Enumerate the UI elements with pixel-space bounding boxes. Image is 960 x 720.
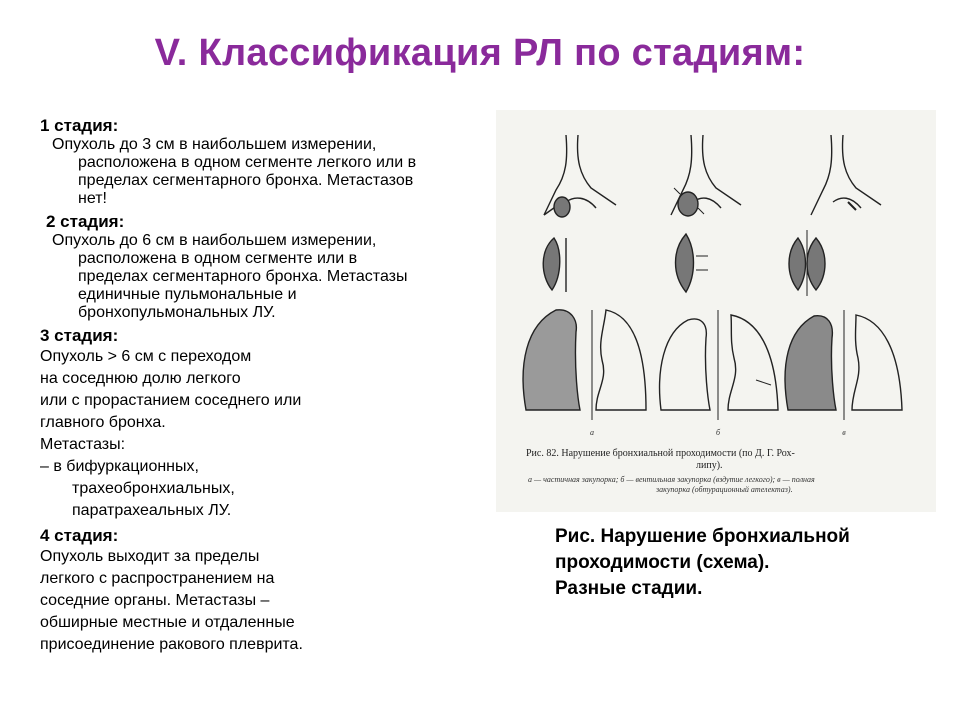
stage-2-line: бронхопульмональных ЛУ. — [78, 304, 276, 321]
lung-a-left — [523, 310, 580, 410]
bronchus-b — [671, 135, 741, 216]
figure-caption-small: закупорка (обтурационный ателектаз). — [656, 485, 793, 494]
caption-line: Рис. Нарушение бронхиальной — [555, 526, 850, 547]
bronchus-c — [811, 135, 881, 215]
stage-4-line: присоединение ракового плеврита. — [40, 636, 303, 653]
stage-3-line: на соседнюю долю легкого — [40, 370, 241, 387]
stage-1-heading: 1 стадия: — [40, 116, 119, 135]
caption-line: проходимости (схема). — [555, 552, 770, 573]
stage-2-line: Опухоль до 6 см в наибольшем измерении, — [52, 232, 377, 249]
stage-2-line: пределах сегментарного бронха. Метастазы — [78, 268, 408, 285]
lung-c-left — [785, 316, 836, 410]
tumor-a — [543, 238, 566, 292]
lung-a-right — [596, 310, 646, 410]
figure-caption — [555, 524, 955, 602]
lung-c-right — [852, 315, 902, 410]
stage-1-line: расположена в одном сегменте легкого или в — [78, 154, 417, 171]
stage-4-line: Опухоль выходит за пределы — [40, 548, 260, 565]
stage-1-line: Опухоль до 3 см в наибольшем измерении, — [52, 136, 377, 153]
stage-3-line: главного бронха. — [40, 414, 166, 431]
caption-line: Разные стадии. — [555, 578, 703, 599]
lung-b-left — [660, 319, 710, 410]
figure-label-b: б — [715, 428, 721, 437]
bronchus-a — [544, 135, 616, 217]
stage-1-line: нет! — [78, 190, 107, 207]
stage-3-heading: 3 стадия: — [40, 326, 119, 345]
figure-label-c: в — [842, 428, 846, 437]
tumor-b — [676, 234, 709, 292]
stage-4-line: соседние органы. Метастазы – — [40, 592, 270, 609]
figure-caption-small: а — частичная закупорка; б — вентильная закупорка (вздутие легкого); в — полная — [528, 475, 815, 484]
stage-3-line: – в бифуркационных, — [40, 458, 199, 475]
figure-caption-line: Рис. 82. Нарушение бронхиальной проходимости (по Д. Г. Рох- — [526, 448, 795, 459]
lung-b-right — [728, 315, 778, 410]
stage-3-line: паратрахеальных ЛУ. — [72, 502, 232, 519]
stage-3-line: Опухоль > 6 см с переходом — [40, 348, 252, 365]
stage-3-line: трахеобронхиальных, — [72, 480, 235, 497]
figure-caption-line: липу). — [696, 460, 723, 471]
stage-4-line: легкого с распространением на — [40, 570, 275, 587]
stages-text — [40, 116, 480, 656]
slide-title: V. Классификация РЛ по стадиям: — [154, 32, 806, 74]
stage-2-line: расположена в одном сегменте или в — [78, 250, 358, 267]
stage-2-heading: 2 стадия: — [46, 212, 125, 231]
tumor-c — [789, 230, 825, 296]
stage-2-line: единичные пульмональные и — [78, 286, 297, 303]
stage-3-line: Метастазы: — [40, 436, 126, 453]
stage-3-line: или с прорастанием соседнего или — [40, 392, 302, 409]
stage-1-line: пределах сегментарного бронха. Метастазов — [78, 172, 414, 189]
figure-label-a: а — [590, 428, 594, 437]
stage-4-heading: 4 стадия: — [40, 526, 119, 545]
stage-4-line: обширные местные и отдаленные — [40, 614, 295, 631]
bronchial-obstruction-figure — [496, 110, 936, 512]
bronchi-diagram — [496, 110, 936, 512]
